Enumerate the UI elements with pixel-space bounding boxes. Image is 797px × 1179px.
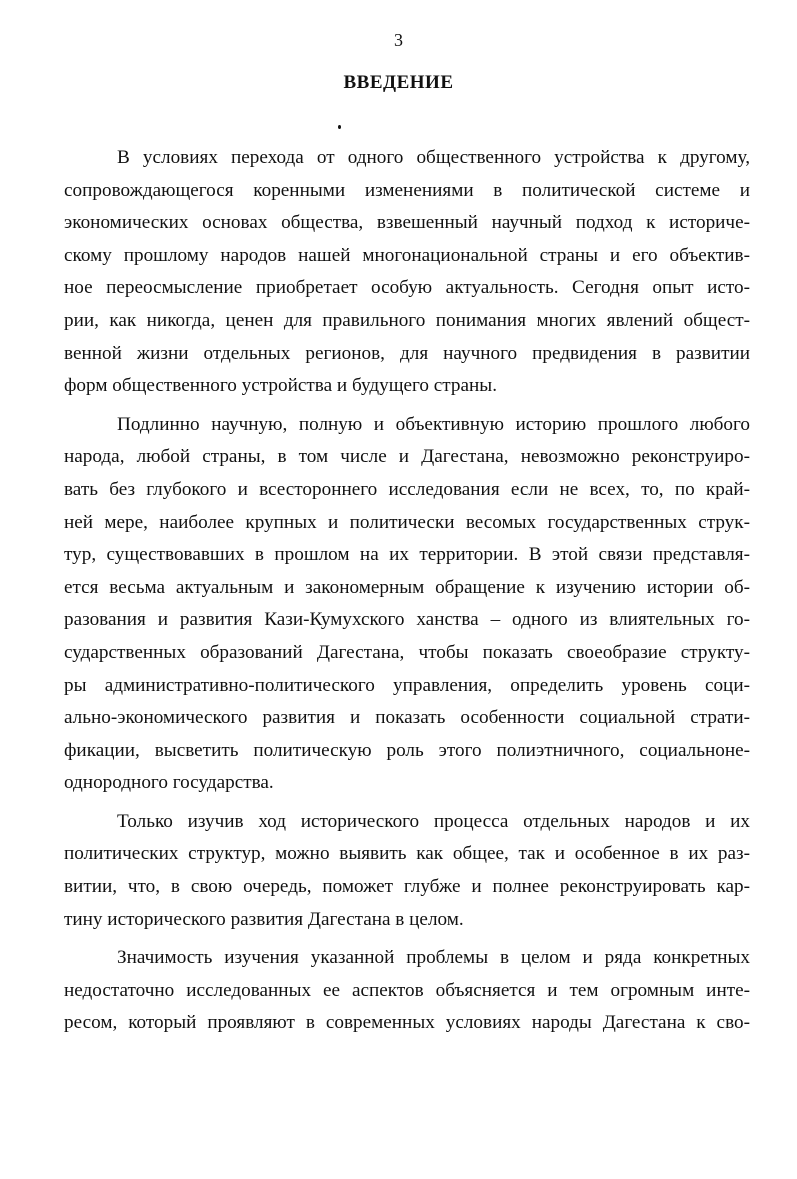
text-line: недостаточно исследованных ее аспектов объясняется и тем огромным инте-: [64, 979, 750, 1001]
text-line: витии, что, в свою очередь, поможет глубже и полнее реконструировать кар-: [64, 876, 750, 898]
text-line: ры административно-политического управления, определить уровень соци-: [64, 674, 750, 696]
paragraph: [64, 409, 750, 800]
text-line: разования и развития Кази-Кумухского ханства – одного из влиятельных го-: [64, 609, 750, 631]
text-line: политических структур, можно выявить как общее, так и особенное в их раз-: [64, 843, 750, 865]
text-line: экономических основах общества, взвешенный научный подход к историче-: [64, 212, 750, 234]
text-line: венной жизни отдельных регионов, для научного предвидения в развитии: [64, 342, 750, 364]
text-line: тур, существовавших в прошлом на их территории. В этой связи представля-: [64, 544, 750, 566]
text-line: скому прошлому народов нашей многонациональной страны и его объектив-: [64, 244, 750, 266]
section-title: ВВЕДЕНИЕ: [343, 72, 454, 93]
document-body: [64, 142, 750, 1040]
paragraph: [64, 942, 750, 1040]
text-line: ресом, который проявляют в современных условиях народы Дагестана к сво-: [64, 1012, 750, 1034]
text-line: ней мере, наиболее крупных и политически весомых государственных струк-: [64, 511, 750, 533]
text-line: В условиях перехода от одного общественного устройства к другому,: [117, 147, 750, 168]
page-number: 3: [394, 30, 403, 50]
paragraph: [64, 142, 750, 403]
scan-speck: [338, 125, 341, 129]
paragraph: [64, 806, 750, 936]
text-line: рии, как никогда, ценен для правильного понимания многих явлений общест-: [64, 309, 750, 331]
text-line: тину исторического развития Дагестана в целом.: [64, 908, 464, 930]
text-line: Значимость изучения указанной проблемы в целом и ряда конкретных: [117, 947, 750, 969]
text-line: Только изучив ход исторического процесса отдельных народов и их: [117, 810, 750, 832]
text-line: Подлинно научную, полную и объективную историю прошлого любого: [117, 413, 750, 435]
text-line: фикации, высветить политическую роль этого полиэтничного, социальноне-: [64, 739, 750, 761]
text-line: ально-экономического развития и показать особенности социальной страти-: [64, 707, 750, 729]
text-line: вать без глубокого и всестороннего исследования если не всех, то, по край-: [64, 478, 750, 500]
text-line: ется весьма актуальным и закономерным обращение к изучению истории об-: [64, 576, 750, 598]
text-line: народа, любой страны, в том числе и Дагестана, невозможно реконструиро-: [64, 446, 750, 468]
text-line: однородного государства.: [64, 772, 274, 794]
text-line: сопровождающегося коренными изменениями в политической системе и: [64, 179, 750, 201]
text-line: форм общественного устройства и будущего страны.: [64, 375, 497, 397]
text-line: сударственных образований Дагестана, чтобы показать своеобразие структу-: [64, 641, 750, 663]
text-line: ное переосмысление приобретает особую актуальность. Сегодня опыт исто-: [64, 277, 750, 299]
